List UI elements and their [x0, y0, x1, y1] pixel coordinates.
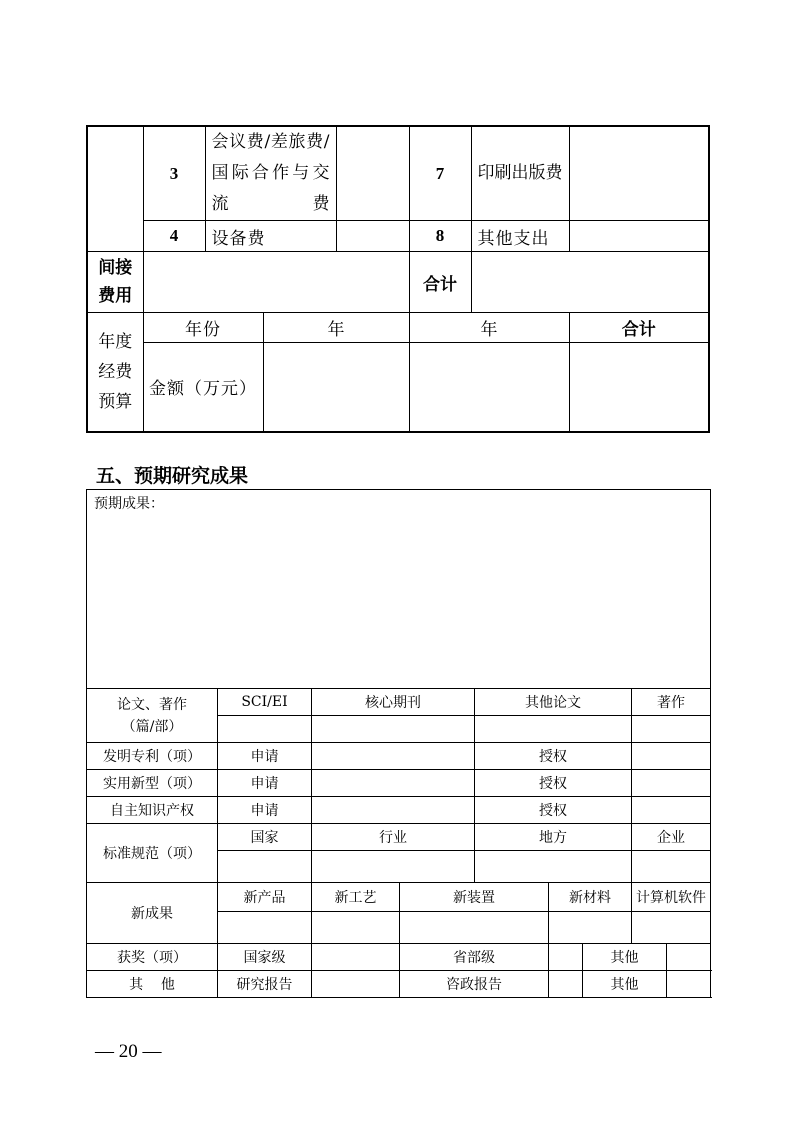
ip-apply-count[interactable] — [312, 797, 475, 824]
apply-label: 申请 — [218, 770, 312, 797]
apply-label: 申请 — [218, 797, 312, 824]
expense-label: 会议费/差旅费/国际合作与交流费 — [205, 126, 336, 221]
amount-cell[interactable] — [336, 126, 409, 221]
expense-label: 其他支出 — [471, 221, 569, 252]
indirect-cost-label: 间接费用 — [87, 252, 143, 313]
indirect-cost-value[interactable] — [143, 252, 409, 313]
local-count[interactable] — [475, 851, 632, 883]
software-count[interactable] — [632, 912, 711, 944]
ip-label: 自主知识产权 — [87, 797, 218, 824]
col-enterprise: 企业 — [632, 824, 711, 851]
grant-label: 授权 — [475, 770, 632, 797]
col-other-paper: 其他论文 — [475, 689, 632, 716]
col-other-other: 其他 — [583, 971, 667, 998]
utility-grant-count[interactable] — [632, 770, 711, 797]
section-title: 五、预期研究成果 — [96, 465, 249, 487]
other-other-count[interactable] — [667, 971, 711, 998]
papers-label: 论文、著作（篇/部） — [87, 689, 218, 743]
col-software: 计算机软件 — [632, 883, 711, 912]
year-header: 年份 — [143, 313, 263, 343]
year-a: 年 — [263, 313, 409, 343]
industry-count[interactable] — [312, 851, 475, 883]
row-number: 4 — [143, 221, 205, 252]
ip-grant-count[interactable] — [632, 797, 711, 824]
amount-label: 金额（万元） — [143, 343, 263, 432]
new-device-count[interactable] — [400, 912, 549, 944]
col-core-journal: 核心期刊 — [312, 689, 475, 716]
standards-label: 标准规范（项） — [87, 824, 218, 883]
col-national: 国家 — [218, 824, 312, 851]
advisory-report-count[interactable] — [549, 971, 583, 998]
core-journal-count[interactable] — [312, 716, 475, 743]
year-b: 年 — [409, 313, 569, 343]
col-sci-ei: SCI/EI — [218, 689, 312, 716]
new-product-count[interactable] — [218, 912, 312, 944]
annual-total-label: 合计 — [569, 313, 709, 343]
apply-label: 申请 — [218, 743, 312, 770]
col-national-level: 国家级 — [218, 944, 312, 971]
patent-grant-count[interactable] — [632, 743, 711, 770]
patent-label: 发明专利（项） — [87, 743, 218, 770]
amount-cell[interactable] — [569, 221, 709, 252]
research-report-count[interactable] — [312, 971, 400, 998]
utility-apply-count[interactable] — [312, 770, 475, 797]
col-new-material: 新材料 — [549, 883, 632, 912]
total-label: 合计 — [409, 252, 471, 313]
expected-results-label: 预期成果： — [94, 496, 164, 512]
col-new-product: 新产品 — [218, 883, 312, 912]
provincial-level-count[interactable] — [549, 944, 583, 971]
national-count[interactable] — [218, 851, 312, 883]
expense-label: 印刷出版费 — [471, 126, 569, 221]
enterprise-count[interactable] — [632, 851, 711, 883]
amount-year-a[interactable] — [263, 343, 409, 432]
annual-budget-label: 年度经费预算 — [87, 313, 143, 432]
award-other-count[interactable] — [667, 944, 711, 971]
new-results-label: 新成果 — [87, 883, 218, 944]
row-number: 8 — [409, 221, 471, 252]
page-number: — 20 — — [95, 1041, 162, 1062]
patent-apply-count[interactable] — [312, 743, 475, 770]
grant-label: 授权 — [475, 797, 632, 824]
expense-label: 设备费 — [205, 221, 336, 252]
budget-table — [86, 125, 710, 433]
award-label: 获奖（项） — [87, 944, 218, 971]
col-research-report: 研究报告 — [218, 971, 312, 998]
monograph-count[interactable] — [632, 716, 711, 743]
col-local: 地方 — [475, 824, 632, 851]
row-number: 3 — [143, 126, 205, 221]
amount-year-b[interactable] — [409, 343, 569, 432]
col-award-other: 其他 — [583, 944, 667, 971]
amount-total[interactable] — [569, 343, 709, 432]
row-number: 7 — [409, 126, 471, 221]
other-label: 其 他 — [87, 971, 218, 998]
amount-cell[interactable] — [569, 126, 709, 221]
blank-cell — [87, 126, 143, 252]
results-table — [86, 489, 711, 998]
col-new-process: 新工艺 — [312, 883, 400, 912]
national-level-count[interactable] — [312, 944, 400, 971]
col-provincial-level: 省部级 — [400, 944, 549, 971]
new-material-count[interactable] — [549, 912, 632, 944]
expected-results-box[interactable] — [87, 490, 711, 689]
col-new-device: 新装置 — [400, 883, 549, 912]
amount-cell[interactable] — [336, 221, 409, 252]
grant-label: 授权 — [475, 743, 632, 770]
new-process-count[interactable] — [312, 912, 400, 944]
col-industry: 行业 — [312, 824, 475, 851]
utility-label: 实用新型（项） — [87, 770, 218, 797]
sci-ei-count[interactable] — [218, 716, 312, 743]
other-paper-count[interactable] — [475, 716, 632, 743]
total-value[interactable] — [471, 252, 709, 313]
col-monograph: 著作 — [632, 689, 711, 716]
col-advisory-report: 咨政报告 — [400, 971, 549, 998]
